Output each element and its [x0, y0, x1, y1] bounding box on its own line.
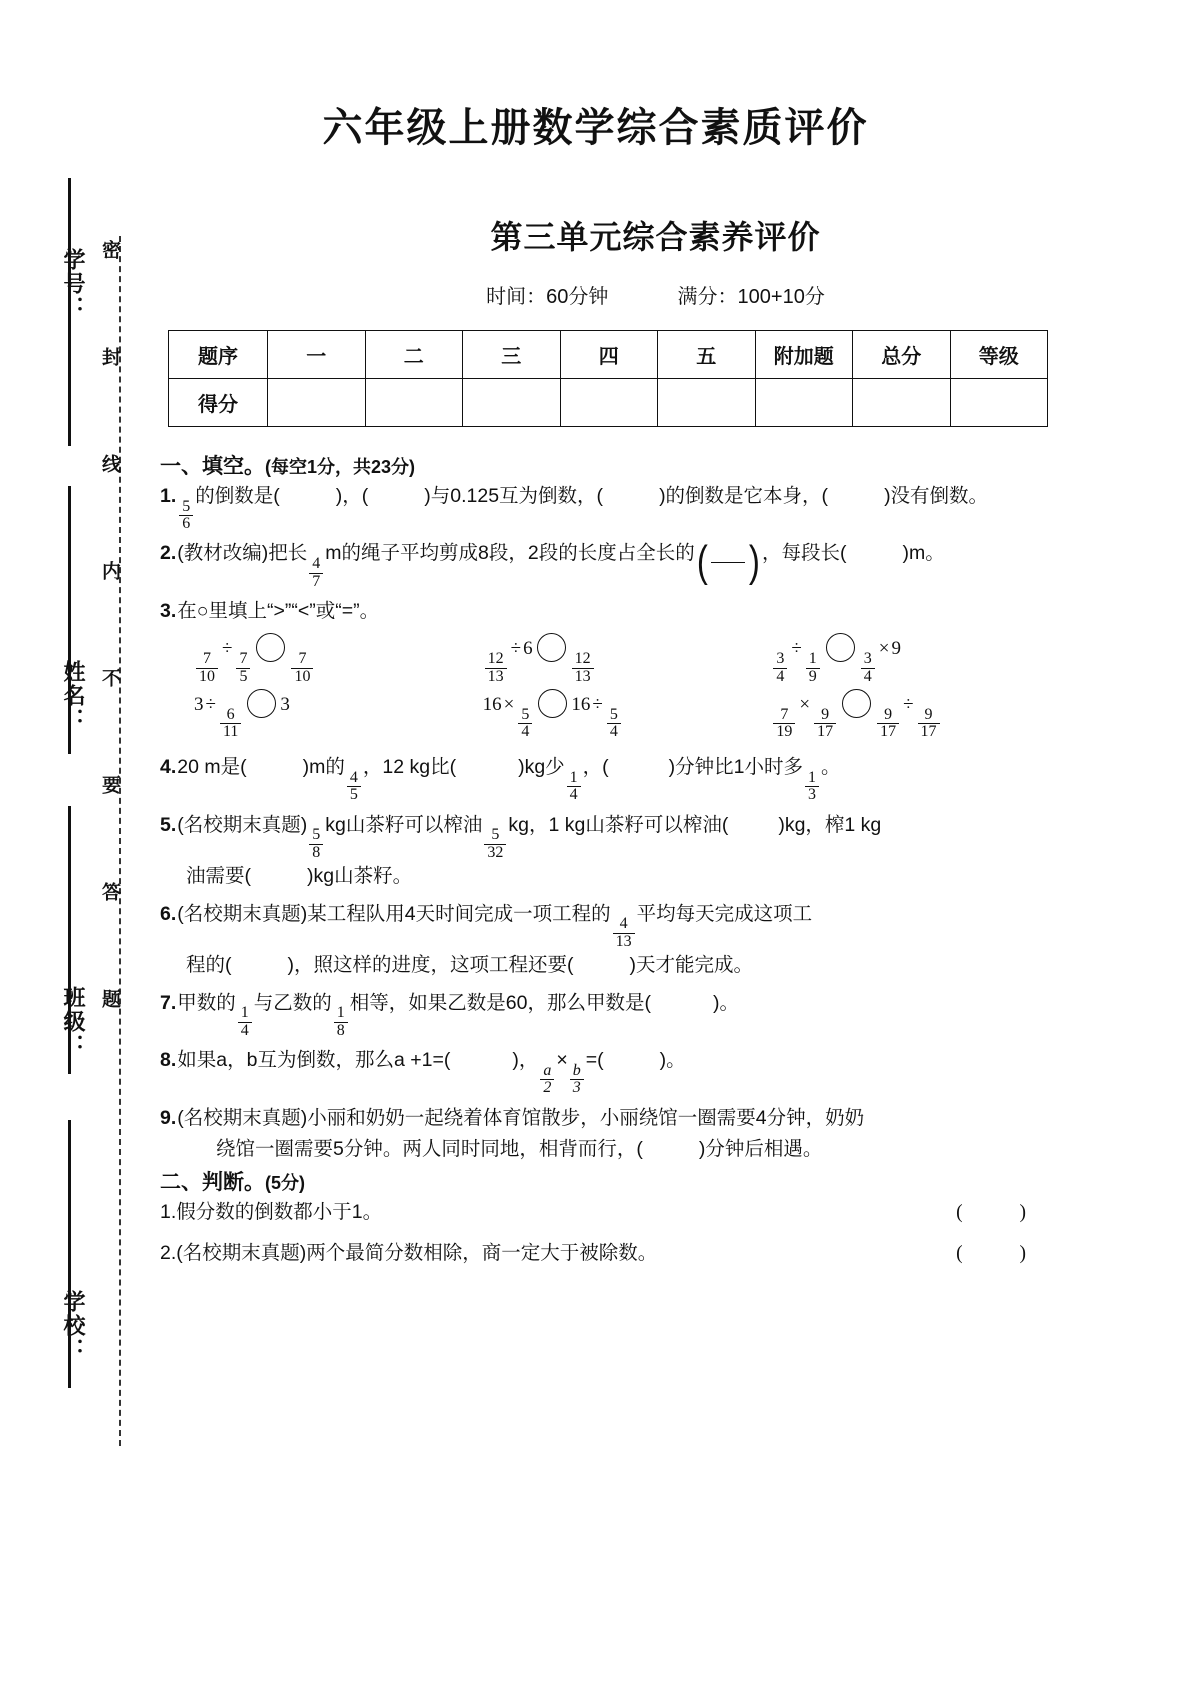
question-2-text-1: (教材改编)把长	[177, 542, 308, 565]
question-1-text-2: )，(	[335, 485, 369, 507]
score-cell-grade: 等级	[950, 331, 1048, 379]
fraction-denominator: 11	[220, 723, 241, 740]
question-8	[160, 1045, 1060, 1096]
fraction-7-10	[291, 651, 313, 685]
question-6-text-4: )，照这样的进度，这项工程还要(	[287, 954, 574, 977]
fraction-denominator: 4	[773, 668, 787, 685]
question-4-text-5: ，(	[582, 756, 609, 779]
fraction-numerator: 1	[808, 769, 817, 787]
operator: ×	[878, 638, 890, 660]
fraction-denominator: 4	[518, 723, 532, 740]
fraction-7-10	[196, 651, 218, 685]
comparison-circle-blank[interactable]	[842, 689, 871, 718]
number: 3	[194, 693, 204, 715]
question-3-text: 在○里填上“>”“<”或“=”。	[177, 599, 380, 622]
fraction-numerator: 7	[780, 705, 789, 723]
fraction-9-17	[877, 707, 899, 741]
comparison-circle-blank[interactable]	[538, 689, 567, 718]
score-blank-2[interactable]	[365, 379, 463, 427]
question-7-text-2: 与乙数的	[253, 991, 332, 1014]
fraction-numerator: 5	[182, 497, 191, 515]
comparison-circle-blank[interactable]	[537, 633, 566, 662]
score-cell-total: 总分	[853, 331, 951, 379]
unit-title: 第三单元综合素养评价	[490, 219, 821, 255]
tf-1-text: 假分数的倒数都小于1。	[176, 1200, 383, 1223]
question-1-number: 1.	[160, 485, 177, 507]
comparison-item-1	[194, 633, 483, 684]
question-3	[160, 596, 1060, 628]
fraction-denominator: 2	[540, 1079, 554, 1096]
fraction-denominator: 3	[570, 1079, 584, 1096]
fraction-numerator: 12	[487, 650, 504, 668]
question-1-text-5: )没有倒数。	[884, 485, 989, 507]
score-blank-total[interactable]	[853, 379, 951, 427]
question-4-text-2: )m的	[302, 756, 345, 779]
question-2-text-4: )m。	[902, 542, 945, 565]
fraction-numerator: 4	[349, 769, 358, 787]
seal-label-class: 班级：	[61, 986, 86, 1058]
seal-field-student-id	[58, 248, 89, 320]
section1-title: 一、填空。	[160, 455, 265, 478]
question-8-text-1: 如果a，b互为倒数，那么a +1=(	[177, 1049, 451, 1072]
fraction-a-2	[540, 1063, 554, 1097]
question-1-text-3: )与0.125互为倒数，(	[424, 485, 604, 507]
fraction-numerator: b	[572, 1061, 581, 1079]
fraction-denominator: 8	[309, 844, 323, 861]
score-blank-bonus[interactable]	[755, 379, 853, 427]
section2-title: 二、判断。	[160, 1170, 265, 1194]
comparison-item-6	[771, 689, 1060, 740]
tf-1-answer-blank[interactable]: ( )	[956, 1201, 1052, 1223]
fraction-12-13	[572, 651, 594, 685]
fraction-numerator: a	[543, 1061, 552, 1079]
fraction-5-4	[518, 707, 532, 741]
exam-body	[160, 456, 1060, 1279]
comparison-circle-blank[interactable]	[256, 633, 285, 662]
question-9-line2	[186, 1134, 1060, 1166]
tf-2-answer-blank[interactable]: ( )	[956, 1242, 1052, 1264]
section-heading-true-false	[160, 1172, 1060, 1193]
comparison-item-4	[194, 689, 483, 740]
tf-2-number: 2.	[160, 1241, 177, 1264]
fraction-numerator: 4	[619, 915, 628, 933]
number: 6	[523, 638, 533, 660]
fraction-9-17	[918, 707, 940, 741]
number: 16	[482, 693, 502, 715]
fraction-numerator: 9	[924, 705, 933, 723]
fraction-numerator: 1	[240, 1004, 249, 1022]
question-6-text-1: (名校期末真题)某工程队用4天时间完成一项工程的	[177, 902, 611, 925]
question-5-text-6: )kg山茶籽。	[307, 865, 413, 888]
seal-label-student-id: 学号：	[61, 248, 86, 320]
fraction-numerator: 3	[863, 650, 872, 668]
score-cell-title: 题序	[169, 331, 268, 379]
fraction-denominator: 4	[567, 786, 581, 803]
comparison-rows	[160, 633, 1060, 740]
sealing-line-text: 密封线内不要答题	[99, 240, 120, 1096]
score-cell-3: 三	[463, 331, 561, 379]
question-8-text-2: )，	[512, 1049, 539, 1072]
fraction-4-13	[613, 916, 635, 950]
score-cell-5: 五	[658, 331, 756, 379]
time-label: 时间：60分钟	[486, 286, 609, 308]
fraction-numerator: 6	[226, 705, 235, 723]
score-blank-3[interactable]	[463, 379, 561, 427]
question-6-text-2: 平均每天完成这项工	[636, 902, 813, 925]
fraction-5-32	[484, 827, 506, 861]
score-cell-2: 二	[365, 331, 463, 379]
fraction-denominator: 13	[485, 668, 507, 685]
question-6-text-5: )天才能完成。	[629, 954, 753, 977]
question-9-text-3: )分钟后相遇。	[698, 1138, 823, 1161]
question-5-text-2: kg山茶籽可以榨油	[325, 813, 483, 836]
fraction-denominator: 32	[484, 844, 506, 861]
score-blank-5[interactable]	[658, 379, 756, 427]
fraction-7-19	[773, 707, 795, 741]
question-6-line2	[186, 950, 1060, 982]
question-8-number: 8.	[160, 1049, 177, 1072]
fraction-denominator: 10	[291, 668, 313, 685]
score-table	[168, 330, 1048, 427]
total-score-label: 满分：100+10分	[677, 286, 825, 308]
fraction-numerator: 5	[491, 826, 500, 844]
comparison-item-2	[483, 633, 772, 684]
question-7-text-3: 相等，如果乙数是60，那么甲数是(	[349, 991, 651, 1014]
question-4-text-3: ，12 kg比(	[362, 756, 457, 779]
fraction-numerator: 5	[609, 705, 618, 723]
fraction-5-8	[309, 827, 323, 861]
operator: ÷	[592, 693, 603, 715]
score-blank-grade[interactable]	[950, 379, 1048, 427]
question-5-number: 5.	[160, 813, 177, 836]
fraction-denominator: 13	[572, 668, 594, 685]
question-9	[160, 1103, 1060, 1166]
fraction-9-17	[814, 707, 836, 741]
fraction-numerator: 4	[312, 555, 321, 573]
fraction-numerator: 5	[521, 705, 530, 723]
fraction-numerator: 5	[312, 826, 321, 844]
question-6-text-3: 程的(	[186, 954, 232, 977]
score-blank-4[interactable]	[560, 379, 658, 427]
section-heading-fill-blank	[160, 456, 1060, 477]
number: 3	[280, 693, 290, 715]
question-9-number: 9.	[160, 1106, 177, 1129]
question-6-number: 6.	[160, 902, 177, 925]
comparison-item-3	[771, 633, 1060, 684]
fraction-numerator: 12	[574, 650, 591, 668]
fraction-5-6	[179, 499, 193, 533]
fraction-denominator: 17	[814, 723, 836, 740]
fraction-4-5	[347, 770, 361, 804]
fraction-denominator: 6	[179, 515, 193, 532]
seal-write-line-4	[68, 1120, 71, 1388]
fraction-4-7	[309, 556, 323, 590]
fraction-denominator: 13	[613, 933, 635, 950]
comparison-circle-blank[interactable]	[247, 689, 276, 718]
operator: ×	[799, 693, 811, 715]
fraction-1-4b	[238, 1005, 252, 1039]
question-2-text-3: ，每段长(	[762, 542, 847, 565]
fraction-numerator: 1	[808, 650, 817, 668]
fraction-1-9	[806, 651, 820, 685]
fraction-numerator: 3	[776, 650, 785, 668]
seal-write-line-1	[68, 178, 71, 446]
question-1	[160, 481, 1060, 532]
operator: ÷	[205, 693, 216, 715]
question-4-text-1: 20 m是(	[177, 756, 247, 779]
operator: ×	[503, 693, 515, 715]
fraction-denominator: 4	[607, 723, 621, 740]
question-7	[160, 988, 1060, 1039]
fraction-numerator: 7	[298, 650, 307, 668]
score-blank-1[interactable]	[268, 379, 366, 427]
fraction-denominator: 3	[805, 786, 819, 803]
fraction-b-3	[570, 1063, 584, 1097]
seal-label-school: 学校：	[61, 1290, 86, 1362]
question-8-text-3: =(	[585, 1049, 604, 1072]
question-5-text-3: kg，1 kg山茶籽可以榨油(	[508, 813, 729, 836]
seal-field-class	[58, 986, 89, 1058]
number: 9	[891, 638, 901, 660]
comparison-circle-blank[interactable]	[826, 633, 855, 662]
fraction-12-13	[485, 651, 507, 685]
fraction-numerator: 7	[239, 650, 248, 668]
seal-label-name: 姓名：	[61, 660, 86, 732]
comparison-row	[160, 689, 1060, 740]
fraction-denominator: 4	[238, 1022, 252, 1039]
fraction-denominator: 5	[347, 786, 361, 803]
answer-blank-fraction[interactable]: ( )	[696, 537, 761, 587]
question-8-text-4: )。	[659, 1049, 686, 1072]
score-cell-4: 四	[560, 331, 658, 379]
fraction-5-4	[607, 707, 621, 741]
question-5-text-5: 油需要(	[186, 865, 251, 888]
seal-write-line-2	[68, 486, 71, 754]
fraction-1-4	[567, 770, 581, 804]
score-cell-bonus: 附加题	[755, 331, 853, 379]
question-7-number: 7.	[160, 991, 177, 1014]
question-7-text-1: 甲数的	[177, 991, 236, 1014]
question-9-text-1: (名校期末真题)小丽和奶奶一起绕着体育馆散步，小丽绕馆一圈需要4分钟，奶奶	[177, 1106, 865, 1129]
fraction-numerator: 9	[821, 705, 830, 723]
seal-field-school	[58, 1290, 89, 1362]
fraction-denominator: 9	[806, 668, 820, 685]
table-row-header	[169, 331, 1048, 379]
question-5	[160, 810, 1060, 893]
fraction-7-5	[236, 651, 250, 685]
fraction-denominator: 19	[773, 723, 795, 740]
question-7-text-4: )。	[712, 991, 739, 1014]
fraction-denominator: 10	[196, 668, 218, 685]
fraction-numerator: 1	[569, 769, 578, 787]
fraction-6-11	[220, 707, 241, 741]
question-2-number: 2.	[160, 542, 177, 565]
seal-write-line-3	[68, 806, 71, 1074]
score-cell-1: 一	[268, 331, 366, 379]
section1-note: (每空1分，共23分)	[265, 457, 416, 477]
tf-item-1	[160, 1197, 1060, 1228]
question-4-number: 4.	[160, 756, 177, 779]
fraction-denominator: 4	[861, 668, 875, 685]
fraction-3-4	[861, 651, 875, 685]
question-3-number: 3.	[160, 599, 177, 622]
operator: ÷	[510, 638, 522, 660]
question-5-tag: (名校期末真题)	[177, 813, 308, 836]
fraction-denominator: 8	[334, 1022, 348, 1039]
tf-item-2	[160, 1238, 1060, 1269]
fraction-numerator: 7	[203, 650, 211, 668]
question-1-text-1: 的倒数是(	[195, 485, 280, 507]
question-4	[160, 752, 1060, 803]
question-4-text-7: 。	[821, 756, 841, 779]
fraction-denominator: 17	[918, 723, 940, 740]
fraction-denominator: 5	[236, 668, 250, 685]
question-2	[160, 538, 1060, 589]
page-title: 六年级上册数学综合素质评价	[322, 106, 869, 150]
fraction-denominator: 7	[309, 573, 323, 590]
tf-1-number: 1.	[160, 1200, 177, 1223]
question-8-operator: ×	[556, 1049, 568, 1072]
operator: ÷	[222, 638, 233, 660]
comparison-item-5	[483, 689, 772, 740]
question-1-text-4: )的倒数是它本身，(	[659, 485, 829, 507]
number: 16	[571, 693, 591, 715]
score-label-points: 得分	[169, 379, 268, 427]
operator: ÷	[903, 693, 914, 715]
table-row-scores	[169, 379, 1048, 427]
fraction-1-8	[334, 1005, 348, 1039]
question-4-text-4: )kg少	[518, 756, 565, 779]
fraction-numerator: 1	[336, 1004, 345, 1022]
question-2-text-2: m的绳子平均剪成8段，2段的长度占全长的	[325, 542, 695, 565]
comparison-row	[160, 633, 1060, 684]
exam-meta	[120, 280, 1191, 309]
fraction-3-4	[773, 651, 787, 685]
question-5-text-4: )kg，榨1 kg	[778, 813, 882, 836]
question-6	[160, 899, 1060, 982]
question-9-text-2: 绕馆一圈需要5分钟。两人同时同地，相背而行，(	[216, 1138, 643, 1161]
section2-note: (5分)	[265, 1172, 305, 1193]
seal-field-name	[58, 660, 89, 732]
tf-2-text: (名校期末真题)两个最简分数相除，商一定大于被除数。	[176, 1241, 658, 1264]
fraction-1-3	[805, 770, 819, 804]
fraction-denominator: 17	[877, 723, 899, 740]
fraction-numerator: 9	[884, 705, 893, 723]
operator: ÷	[791, 638, 802, 660]
question-4-text-6: )分钟比1小时多	[668, 756, 804, 779]
question-5-line2	[186, 861, 1060, 893]
